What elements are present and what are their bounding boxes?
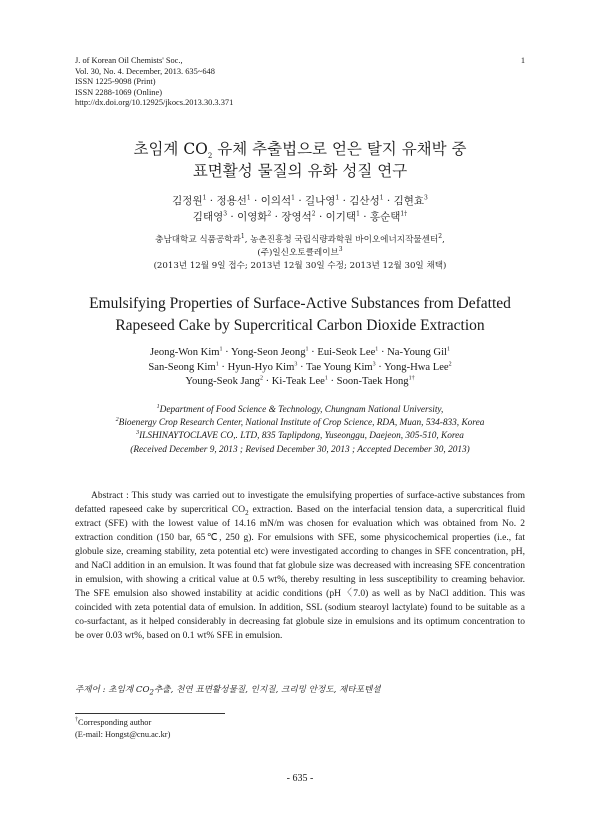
issn-print: ISSN 1225-9098 (Print) <box>75 77 156 87</box>
author-affil-mark: 1 <box>324 375 328 382</box>
author-affil-mark: 1 <box>356 210 360 218</box>
author-separator: · <box>359 211 370 223</box>
author-affil-mark: 1† <box>408 375 415 382</box>
author-separator: · <box>383 195 394 207</box>
author-affil-mark: 1 <box>375 346 379 353</box>
author-separator: · <box>339 195 350 207</box>
journal-name: J. of Korean Oil Chemists' Soc., <box>75 56 183 65</box>
author-name: 정용선 <box>216 195 247 207</box>
abstract-label: Abstract <box>91 491 124 501</box>
author-name: Yong-Hwa Lee <box>384 361 449 373</box>
korean-affil-line2: (주)일신오토클레이브$^3$ <box>257 246 343 258</box>
corresponding-author-note: †Corresponding author <box>75 717 152 727</box>
doi-link[interactable]: http://dx.doi.org/10.12925/jkocs.2013.30.3.371 <box>75 98 234 108</box>
korean-authors-line2 <box>60 209 540 225</box>
author-separator: · <box>227 211 238 223</box>
korean-title <box>60 138 540 182</box>
journal-info <box>75 56 233 109</box>
author-affil-mark: 1 <box>379 194 384 202</box>
korean-title-line2: 표면활성 물질의 유화 성질 연구 <box>192 162 408 180</box>
english-authors-line1 <box>60 346 540 361</box>
page-number-bottom: - 635 - <box>286 773 314 784</box>
english-affil-line1: $^1$Department of Food Science & Technology, Chungnam National University, <box>156 403 444 415</box>
author-affil-mark: 1 <box>335 194 340 202</box>
author-name: Ki-Teak Lee <box>271 376 325 387</box>
korean-dates: (2013년 12월 9일 접수; 2013년 12월 30일 수정; 2013년 12월 30일 채택) <box>153 261 447 271</box>
english-affil-line3: $^3$ILSHINAYTOCLAVE CO,. LTD, 835 Taplipdong, Yuseonggu, Daejeon, 305-510, Korea <box>136 430 464 442</box>
english-affil-line2: $^2$Bioenergy Crop Research Center, National Institute of Crop Science, RDA, Muan, 534-833, Korea <box>115 417 485 429</box>
author-name: 김정원 <box>172 195 203 207</box>
author-affil-mark: 3 <box>294 360 298 367</box>
author-name: 홍순택 <box>369 211 401 223</box>
english-dates: (Received December 9, 2013 ; Revised December 30, 2013 ; Accepted December 30, 2013) <box>130 444 470 455</box>
author-affil-mark: 3 <box>223 210 228 218</box>
korean-authors-line1 <box>60 193 540 209</box>
corresponding-email[interactable]: (E-mail: Hongst@cnu.ac.kr) <box>75 730 171 739</box>
author-affil-mark: 1 <box>219 346 223 353</box>
korean-affil-line1: 충남대학교 식품공학과$^1$, 농촌진흥청 국립식량과학원 바이오에너지작물센터$^2$, <box>155 233 445 245</box>
author-name: 장영석 <box>281 211 312 223</box>
english-authors <box>60 346 540 390</box>
korean-authors <box>60 193 540 225</box>
author-affil-mark: 1 <box>202 194 207 202</box>
author-name: Soon-Taek Hong <box>336 376 409 387</box>
author-name: Young-Seok Jang <box>185 376 260 387</box>
english-title <box>60 293 540 337</box>
author-affil-mark: 2 <box>267 210 272 218</box>
korean-title-line1: 초임계 $CO_2$ 유체 추출법으로 얻은 탈지 유채박 중 <box>133 140 467 161</box>
author-name: San-Seong Kim <box>148 361 216 373</box>
author-affil-mark: 1 <box>215 360 219 367</box>
abstract-text: This study was carried out to investigate the emulsifying properties of surface-active substances from defatted rapeseed cake by supercritical CO <box>75 491 526 515</box>
author-separator: · <box>308 347 318 358</box>
english-title-line2: Rapeseed Cake by Supercritical Carbon Dioxide Extraction <box>115 317 485 334</box>
footnote <box>75 717 170 741</box>
author-name: 길나영 <box>305 195 336 207</box>
author-separator: · <box>315 211 326 223</box>
author-name: Eui-Seok Lee <box>317 347 376 358</box>
author-affil-mark: 1 <box>246 194 251 202</box>
author-affil-mark: 2 <box>448 360 452 367</box>
keywords-label: 주제어 <box>75 685 100 695</box>
english-title-line1: Emulsifying Properties of Surface-Active Substances from Defatted <box>89 295 511 312</box>
author-name: 이의석 <box>260 195 292 207</box>
author-separator: · <box>218 361 228 373</box>
page-number-top: 1 <box>520 56 525 65</box>
author-separator: · <box>222 347 231 358</box>
author-separator: · <box>294 195 305 207</box>
author-name: 김태영 <box>192 211 224 223</box>
issn-online: ISSN 2288-1069 (Online) <box>75 87 163 97</box>
author-affil-mark: 2 <box>311 210 316 218</box>
author-affil-mark: 2 <box>259 375 263 382</box>
english-authors-line2 <box>60 361 540 376</box>
author-affil-mark: 1 <box>305 346 309 353</box>
author-name: 김현효 <box>393 195 424 207</box>
english-authors-line3 <box>60 375 540 390</box>
author-separator: · <box>271 211 282 223</box>
author-separator: · <box>297 361 306 373</box>
author-separator: · <box>378 347 388 358</box>
author-name: Hyun-Hyo Kim <box>227 361 295 373</box>
author-separator: · <box>327 376 337 387</box>
abstract: Abstract : This study was carried out to investigate the emulsifying properties of surface-active substances from defatted rapeseed cake by supercritical $CO_2$ extraction. Based on the interfacial tension data, a supercritical fluid extract (SFE) with the lowest value of 14.16 mN/m was chosen for evaluation which was obtained from No. 2 extraction condition (150 bar, 65℃, 250 g). For emulsions with SFE, some physicochemical properties (i.e., fat globule size, creaming stability, zeta potential etc) were investigated according to changes in SFE concentration, pH, and NaCl addition in an emulsion. It was found that fat globule size was decreased with increasing SFE concentration in emulsion, with showing a critical value at 0.5 wt%, thereby resulting in less susceptibility to creaming behavior. The SFE emulsion also showed instability at acidic conditions (pH〈7.0) as well as by NaCl addition. This was coincided with zeta potential data of emulsion. In addition, SSL (sodium stearoyl lactylate) found to be suitable as a co-surfactant, as it helped considerably in decreasing fat globule size in emulsions and its optimum concentration to be over 0.03 wt%, based on 0.1 wt% SFE in emulsion. <box>75 491 526 641</box>
author-separator: · <box>375 361 385 373</box>
author-name: Tae Young Kim <box>306 361 373 373</box>
keywords: 주제어 : 초임계 $CO_2$추출, 천연 표면활성물질, 인지질, 크리밍 안정도, 제타포텐셜 <box>75 685 381 697</box>
author-affil-mark: 3 <box>372 360 376 367</box>
korean-affiliations <box>60 234 540 273</box>
author-name: 김산성 <box>349 195 380 207</box>
author-separator: · <box>206 195 217 207</box>
author-affil-mark: 1 <box>446 346 450 353</box>
journal-volume: Vol. 30, No. 4. December, 2013. 635~648 <box>75 66 215 76</box>
author-name: Na-Young Gil <box>387 347 447 358</box>
author-name: 이기택 <box>325 211 357 223</box>
footnote-divider <box>75 713 225 714</box>
author-name: Yong-Seon Jeong <box>230 347 306 358</box>
author-separator: · <box>250 195 261 207</box>
author-affil-mark: 3 <box>424 194 428 202</box>
author-separator: · <box>262 376 272 387</box>
author-affil-mark: 1 <box>291 194 295 202</box>
author-name: Jeong-Won Kim <box>150 347 220 358</box>
author-name: 이영화 <box>237 211 268 223</box>
english-affiliations <box>50 404 550 457</box>
author-affil-mark: 1† <box>400 210 408 218</box>
